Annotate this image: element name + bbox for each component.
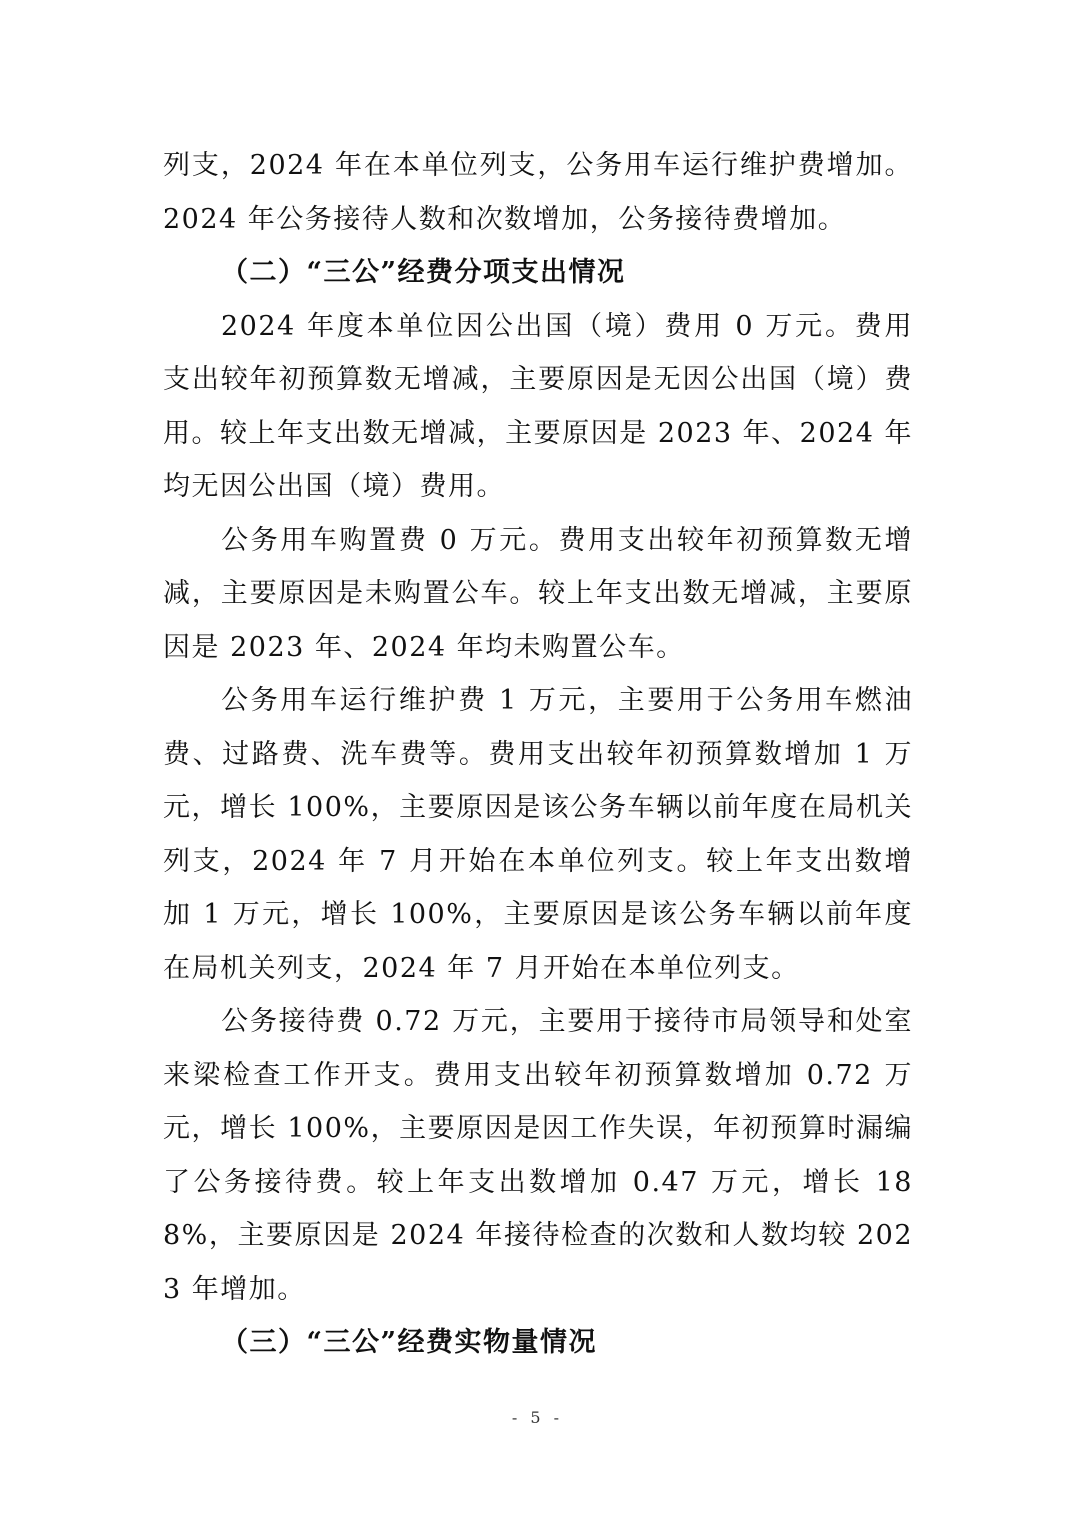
page-number: - 5 -: [511, 1408, 564, 1427]
section-heading-3: （三）“三公”经费实物量情况: [221, 1327, 598, 1358]
paragraph-reception: 公务接待费 0.72 万元，主要用于接待市局领导和处室来梁检查工作开支。费用支出较年初预算数增加 0.72 万元，增长 100%，主要原因是因工作失误，年初预算时漏编了公务接待费。较上年支出数增加 0.47 万元，增长 188%，主要原因是 2024 年接待检查的次数和人数均较 2023 年增加。: [163, 1006, 913, 1305]
paragraph-overseas-travel: 2024 年度本单位因公出国（境）费用 0 万元。费用支出较年初预算数无增减，主要原因是无因公出国（境）费用。较上年支出数无增减，主要原因是 2023 年、2024 年均无因公出国（境）费用。: [163, 310, 913, 502]
section-heading-2: （二）“三公”经费分项支出情况: [221, 257, 626, 288]
document-body: [163, 139, 913, 1370]
paragraph-vehicle-purchase: 公务用车购置费 0 万元。费用支出较年初预算数无增减，主要原因是未购置公车。较上年支出数无增减，主要原因是 2023 年、2024 年均未购置公车。: [163, 524, 913, 663]
paragraph-vehicle-operation: 公务用车运行维护费 1 万元，主要用于公务用车燃油费、过路费、洗车费等。费用支出较年初预算数增加 1 万元，增长 100%，主要原因是该公务车辆以前年度在局机关列支，2024 年 7 月开始在本单位列支。较上年支出数增加 1 万元，增长 100%，主要原因是该公务车辆以前年度在局机关列支，2024 年 7 月开始在本单位列支。: [163, 685, 913, 984]
paragraph-continuation: 列支，2024 年在本单位列支，公务用车运行维护费增加。2024 年公务接待人数和次数增加，公务接待费增加。: [163, 150, 913, 235]
